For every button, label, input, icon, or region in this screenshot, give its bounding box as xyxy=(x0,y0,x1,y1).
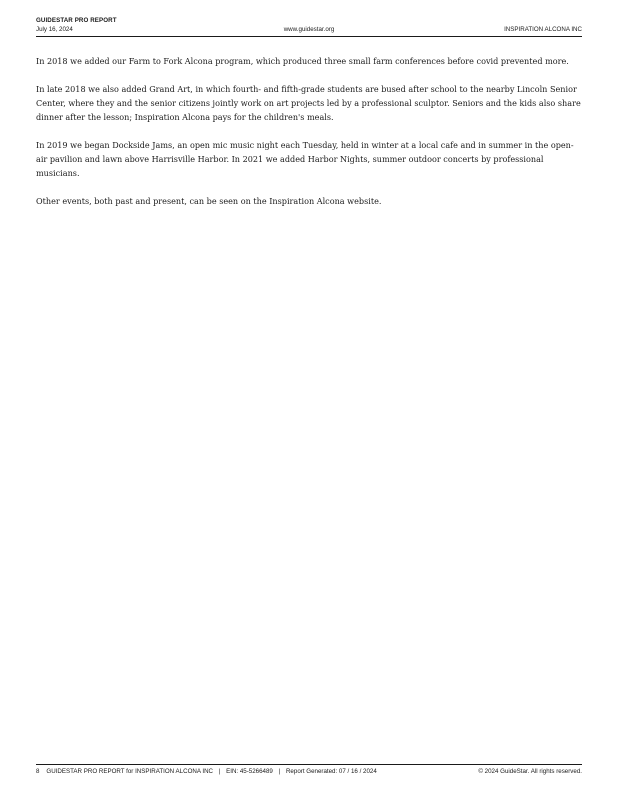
page-footer xyxy=(36,764,582,775)
footer-copyright: © 2024 GuideStar. All rights reserved. xyxy=(478,768,582,775)
footer-separator: | xyxy=(218,768,221,775)
footer-generated-date: Report Generated: 07 / 16 / 2024 xyxy=(285,768,377,775)
report-date: July 16, 2024 xyxy=(36,26,73,33)
footer-separator: | xyxy=(278,768,281,775)
document-body xyxy=(36,54,582,222)
site-url: www.guidestar.org xyxy=(283,26,335,33)
report-title: GUIDESTAR PRO REPORT xyxy=(36,17,117,24)
page-header xyxy=(36,17,582,37)
paragraph-other-events: Other events, both past and present, can be seen on the Inspiration Alcona website. xyxy=(36,195,382,206)
paragraph-farm-to-fork: In 2018 we added our Farm to Fork Alcona program, which produced three small farm conferences before covid prevented more. xyxy=(36,56,569,66)
page-number: 8 xyxy=(36,768,40,775)
footer-info xyxy=(36,768,377,775)
paragraph-dockside-jams: In 2019 we began Dockside Jams, an open mic music night each Tuesday, held in winter at a local cafe and in summer in the open-air pavilion and lawn above Harrisville Harbor. In 2021 we added Harbor Nights, summer outdoor concerts by professional musicians. xyxy=(36,139,574,179)
organization-name: INSPIRATION ALCONA INC xyxy=(504,26,582,33)
paragraph-grand-art: In late 2018 we also added Grand Art, in which fourth- and fifth-grade students are bused after school to the nearby Lincoln Senior Center, where they and the senior citizens jointly work on art projects led by a professional sculptor. Seniors and the kids also share dinner after the lesson; Inspiration Alcona pays for the children's meals. xyxy=(36,83,581,123)
footer-ein: EIN: 45-5266489 xyxy=(226,768,273,775)
footer-report-label: GUIDESTAR PRO REPORT for INSPIRATION ALCONA INC xyxy=(46,768,214,775)
